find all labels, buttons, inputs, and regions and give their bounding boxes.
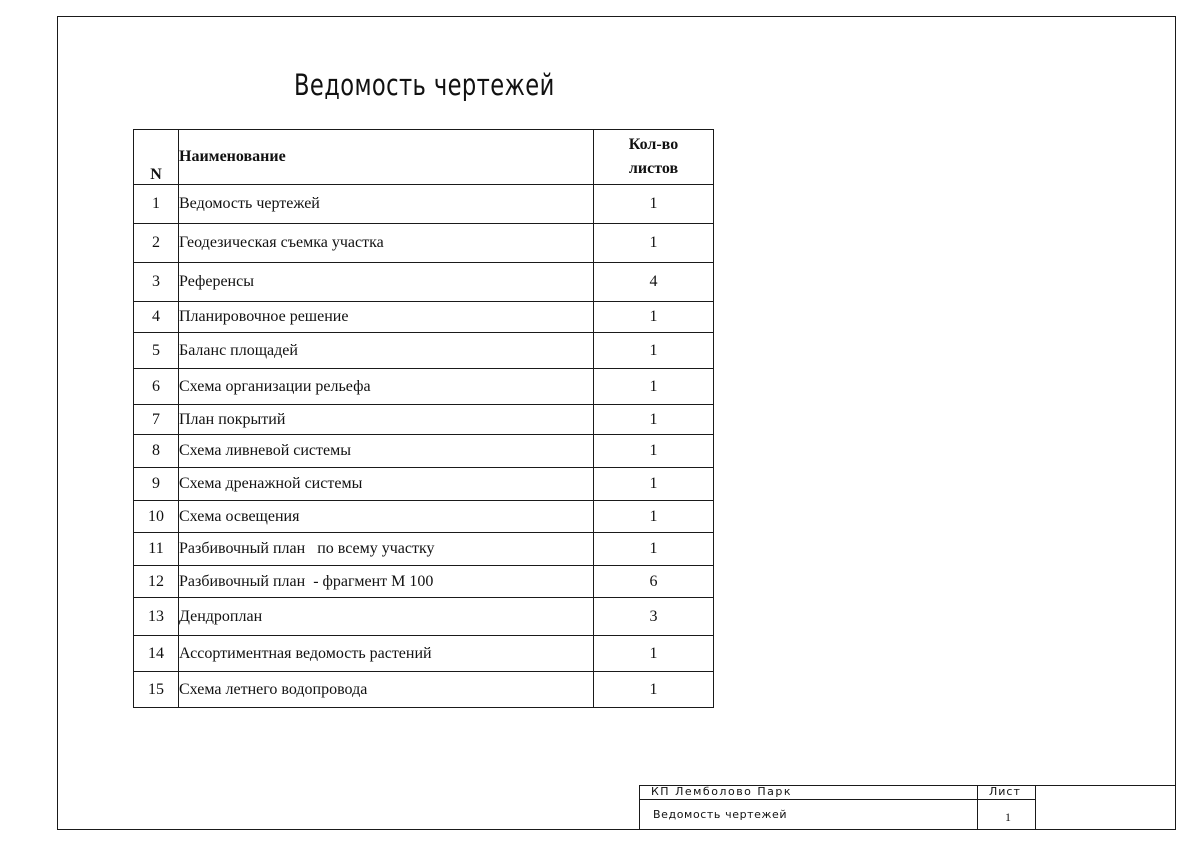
row-name: Разбивочный план по всему участку (179, 533, 594, 566)
row-quantity: 1 (594, 333, 714, 369)
row-quantity: 6 (594, 566, 714, 598)
row-number: 2 (134, 224, 179, 263)
row-quantity: 3 (594, 598, 714, 636)
row-number: 4 (134, 302, 179, 333)
table-header-row (134, 130, 714, 185)
row-quantity: 1 (594, 185, 714, 224)
row-name: Схема освещения (179, 501, 594, 533)
row-number: 8 (134, 435, 179, 468)
row-quantity: 1 (594, 405, 714, 435)
row-number: 6 (134, 369, 179, 405)
row-name: Референсы (179, 263, 594, 302)
header-number: N (134, 130, 179, 185)
row-name: Ведомость чертежей (179, 185, 594, 224)
table-row (134, 533, 714, 566)
row-number: 11 (134, 533, 179, 566)
row-name: Разбивочный план - фрагмент М 100 (179, 566, 594, 598)
row-quantity: 1 (594, 369, 714, 405)
row-name: Схема ливневой системы (179, 435, 594, 468)
row-quantity: 1 (594, 501, 714, 533)
row-quantity: 4 (594, 263, 714, 302)
row-number: 15 (134, 672, 179, 708)
table-row (134, 405, 714, 435)
table-row (134, 302, 714, 333)
sheet-number: 1 (1005, 810, 1011, 824)
row-quantity: 1 (594, 224, 714, 263)
row-name: Ассортиментная ведомость растений (179, 636, 594, 672)
row-number: 13 (134, 598, 179, 636)
row-quantity: 1 (594, 468, 714, 501)
header-quantity-line2: листов (628, 160, 679, 177)
table-row (134, 501, 714, 533)
row-number: 14 (134, 636, 179, 672)
page-title: Ведомость чертежей (294, 68, 555, 102)
project-name: КП Лемболово Парк (651, 785, 793, 798)
row-number: 7 (134, 405, 179, 435)
row-number: 3 (134, 263, 179, 302)
table-row (134, 672, 714, 708)
row-name: Дендроплан (179, 598, 594, 636)
row-number: 10 (134, 501, 179, 533)
row-name: Геодезическая съемка участка (179, 224, 594, 263)
header-name: Наименование (179, 130, 594, 185)
header-quantity (594, 130, 714, 185)
row-number: 1 (134, 185, 179, 224)
row-quantity: 1 (594, 435, 714, 468)
row-number: 9 (134, 468, 179, 501)
row-number: 5 (134, 333, 179, 369)
header-quantity-line1: Кол-во (628, 136, 679, 153)
table-row (134, 333, 714, 369)
title-block (639, 785, 1176, 830)
row-name: Схема летнего водопровода (179, 672, 594, 708)
document-title: Ведомость чертежей (653, 808, 788, 821)
table-row (134, 566, 714, 598)
row-name: Схема дренажной системы (179, 468, 594, 501)
table-row (134, 598, 714, 636)
row-name: Планировочное решение (179, 302, 594, 333)
sheet-label: Лист (989, 785, 1021, 798)
row-name: Схема организации рельефа (179, 369, 594, 405)
drawings-table (133, 129, 714, 708)
row-quantity: 1 (594, 533, 714, 566)
row-name: Баланс площадей (179, 333, 594, 369)
table-row (134, 369, 714, 405)
table-row (134, 468, 714, 501)
row-quantity: 1 (594, 302, 714, 333)
row-quantity: 1 (594, 672, 714, 708)
row-quantity: 1 (594, 636, 714, 672)
row-number: 12 (134, 566, 179, 598)
table-row (134, 224, 714, 263)
table-row (134, 263, 714, 302)
table-row (134, 185, 714, 224)
row-name: План покрытий (179, 405, 594, 435)
table-row (134, 435, 714, 468)
table-row (134, 636, 714, 672)
